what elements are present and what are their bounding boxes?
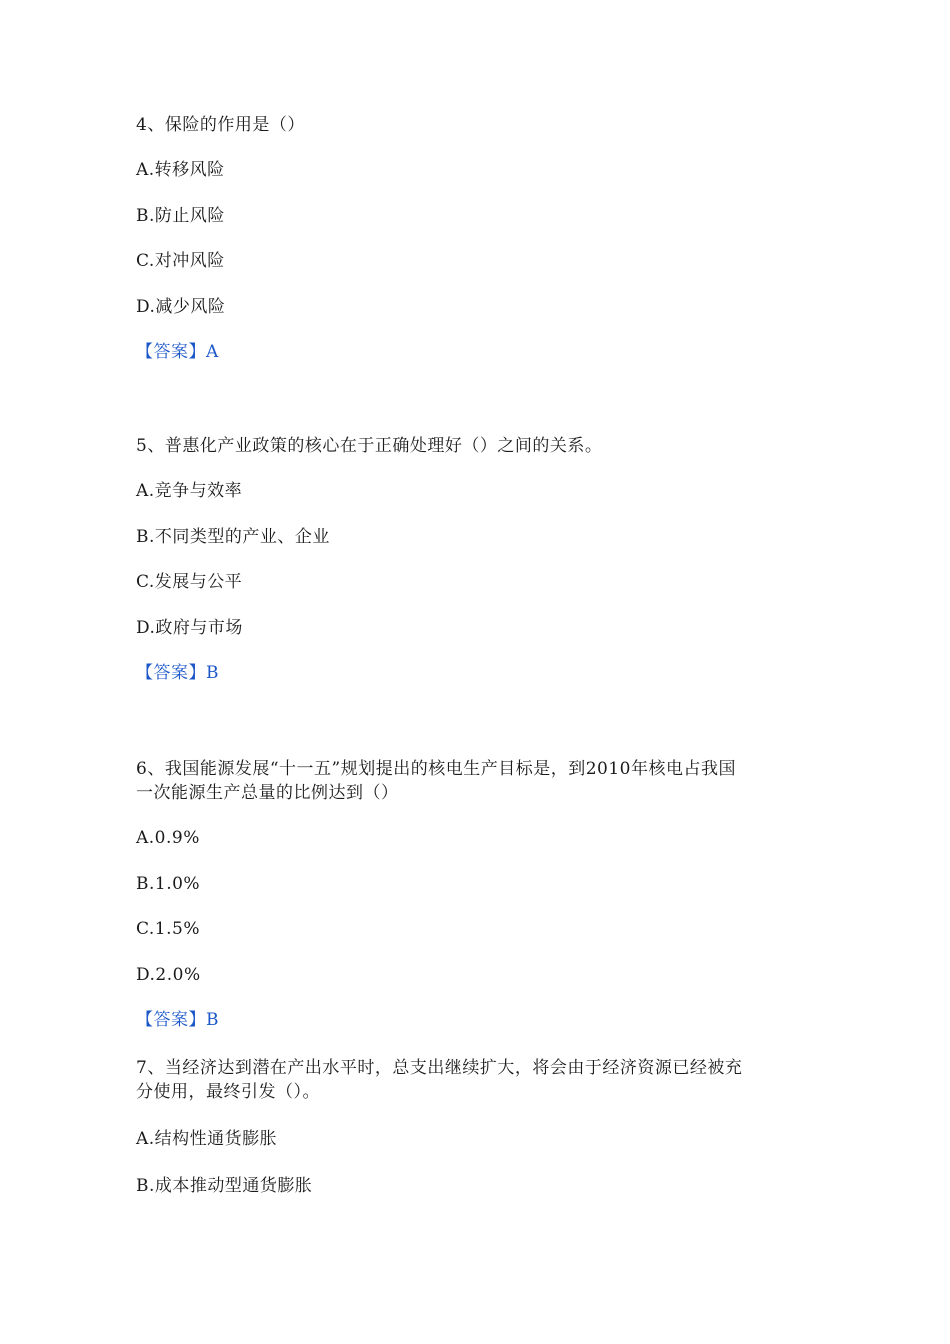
question-5-option-d: D.政府与市场 [136,618,243,638]
question-4-stem: 4、保险的作用是（） [136,115,305,135]
question-4-option-b: B.防止风险 [136,206,225,226]
question-6-option-a: A.0.9% [136,828,200,848]
question-6-option-d: D.2.0% [136,965,201,985]
question-7-option-b: B.成本推动型通货膨胀 [136,1176,313,1196]
answer-value: A [206,342,219,362]
question-4-option-d: D.减少风险 [136,297,226,317]
question-6-stem-line-2: 一次能源生产总量的比例达到（） [136,783,399,803]
question-5-answer [136,661,219,685]
question-7-option-a: A.结构性通货膨胀 [136,1129,278,1149]
question-6-option-c: C.1.5% [136,919,200,939]
question-7-stem-line-1: 7、当经济达到潜在产出水平时，总支出继续扩大，将会由于经济资源已经被充 [136,1058,743,1078]
question-5-option-a: A.竞争与效率 [136,481,243,501]
question-6-answer [136,1008,219,1032]
answer-label: 【答案】 [136,1010,206,1030]
answer-label: 【答案】 [136,342,206,362]
answer-label: 【答案】 [136,663,206,683]
question-4-option-c: C.对冲风险 [136,251,225,271]
answer-value: B [206,1010,219,1030]
question-4-answer [136,340,219,364]
question-7-stem-line-2: 分使用，最终引发（）。 [136,1082,320,1102]
answer-value: B [206,663,219,683]
question-6-option-b: B.1.0% [136,874,201,894]
question-5-option-b: B.不同类型的产业、企业 [136,527,330,547]
question-6-stem-line-1: 6、我国能源发展“十一五”规划提出的核电生产目标是，到2010年核电占我国 [136,759,736,779]
question-5-stem: 5、普惠化产业政策的核心在于正确处理好（）之间的关系。 [136,436,603,456]
question-4-option-a: A.转移风险 [136,160,225,180]
question-5-option-c: C.发展与公平 [136,572,243,592]
